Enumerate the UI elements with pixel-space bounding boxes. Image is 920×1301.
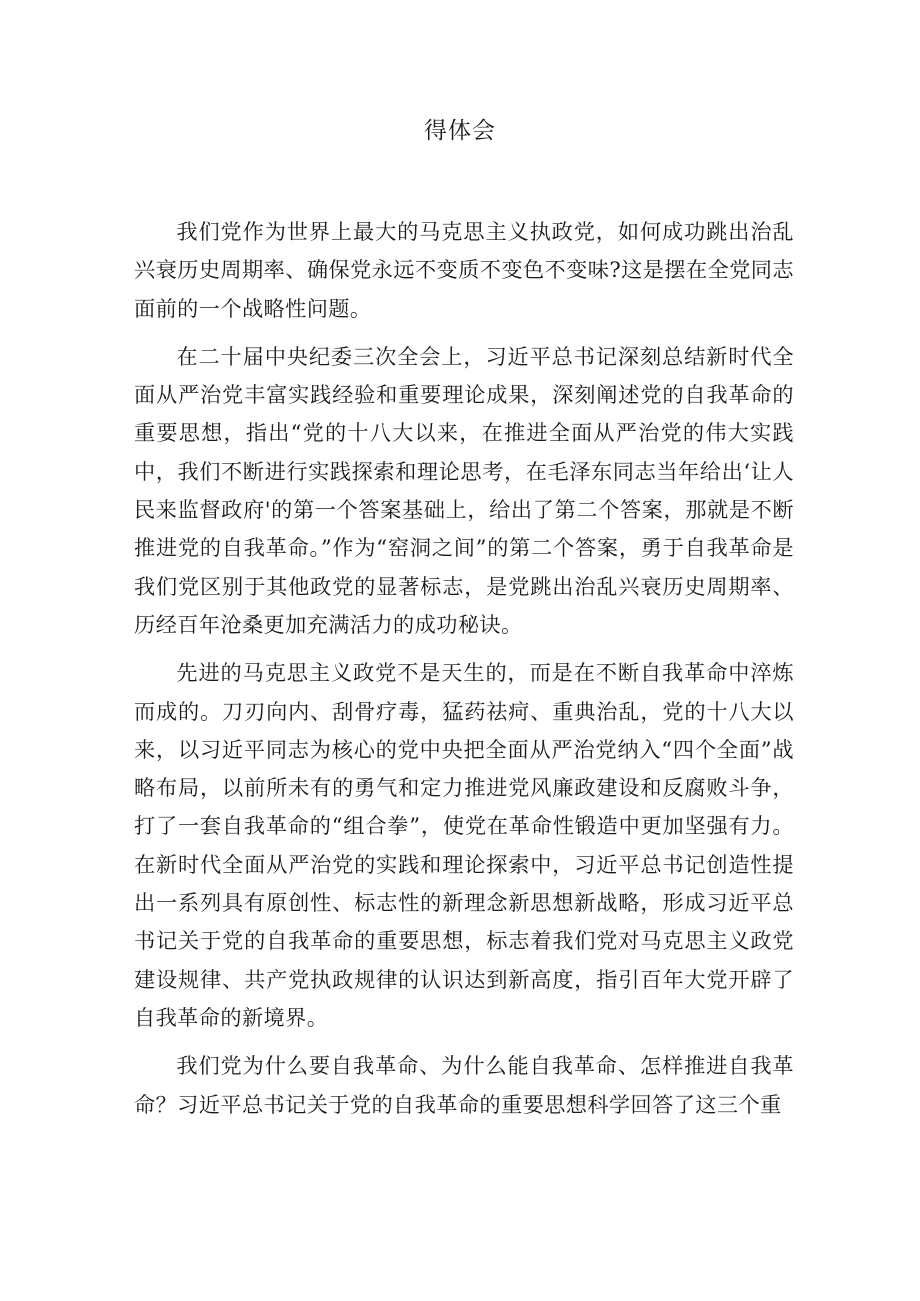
document-body xyxy=(134,213,794,1134)
paragraph-3: 先进的马克思主义政党不是天生的，而是在不断自我革命中淬炼而成的。刀刃向内、刮骨疗毒，猛药祛疴、重典治乱，党的十八大以来，以习近平同志为核心的党中央把全面从严治党纳入“四个全面”战略布局，以前所未有的勇气和定力推进党风廉政建设和反腐败斗争，打了一套自我革命的“组合拳”，使党在革命性锻造中更加坚强有力。在新时代全面从严治党的实践和理论探索中，习近平总书记创造性提出一系列具有原创性、标志性的新理念新思想新战略，形成习近平总书记关于党的自我革命的重要思想，标志着我们党对马克思主义政党建设规律、共产党执政规律的认识达到新高度，指引百年大党开辟了自我革命的新境界。 xyxy=(134,660,794,1030)
paragraph-1: 我们党作为世界上最大的马克思主义执政党，如何成功跳出治乱兴衰历史周期率、确保党永远不变质不变色不变味?这是摆在全党同志面前的一个战略性问题。 xyxy=(134,219,794,321)
paragraph-4: 我们党为什么要自我革命、为什么能自我革命、怎样推进自我革命？习近平总书记关于党的自我革命的重要思想科学回答了这三个重 xyxy=(134,1053,794,1117)
paragraph-2: 在二十届中央纪委三次全会上，习近平总书记深刻总结新时代全面从严治党丰富实践经验和重要理论成果，深刻阐述党的自我革命的重要思想，指出“党的十八大以来，在推进全面从严治党的伟大实践中，我们不断进行实践探索和理论思考，在毛泽东同志当年给出‘让人民来监督政府'的第一个答案基础上，给出了第二个答案，那就是不断推进党的自我革命。”作为“窑洞之间”的第二个答案，勇于自我革命是我们党区别于其他政党的显著标志，是党跳出治乱兴衰历史周期率、历经百年沧桑更加充满活力的成功秘诀。 xyxy=(134,343,794,637)
page-title: 得体会 xyxy=(424,118,496,144)
